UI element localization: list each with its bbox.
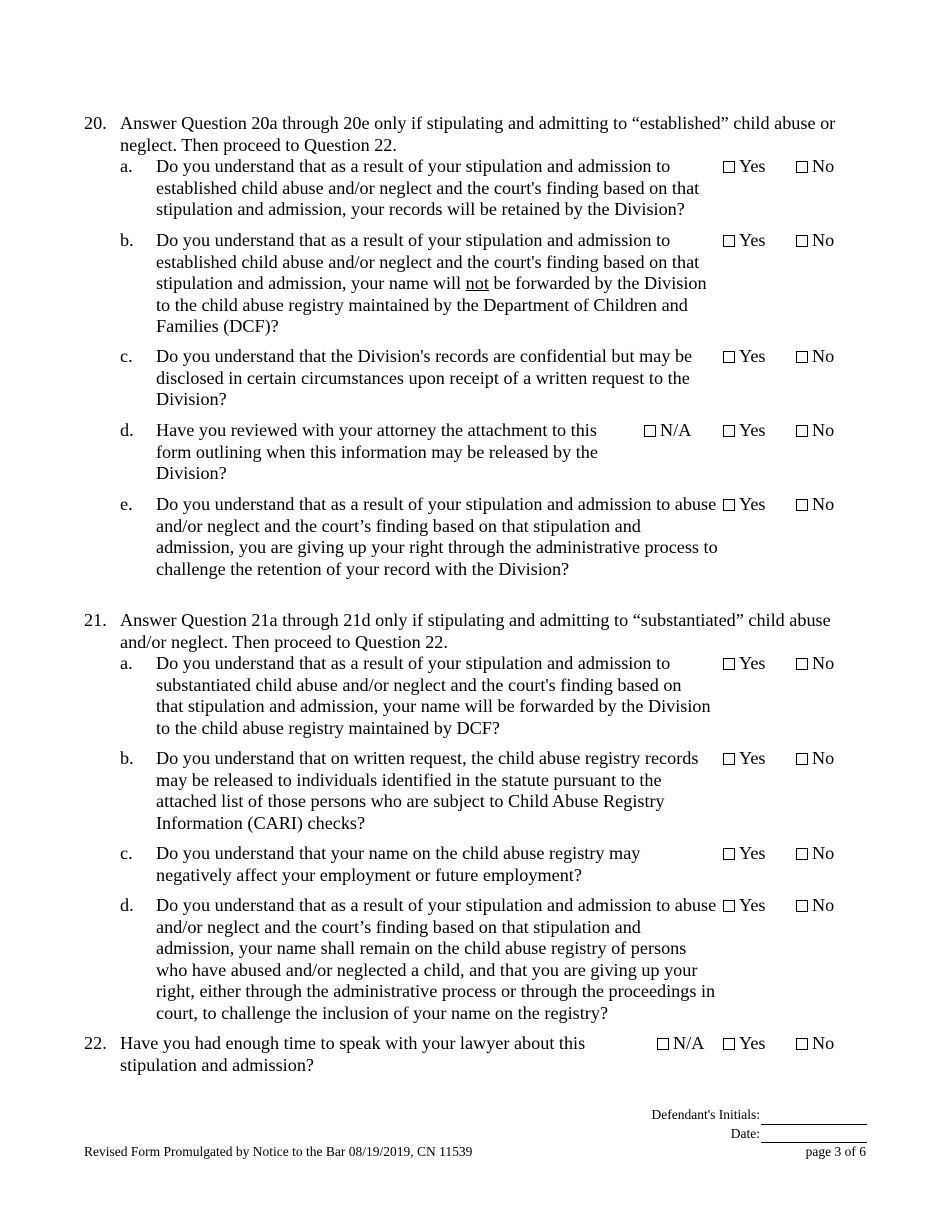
checkbox-icon[interactable] [796,1038,808,1050]
no-checkbox[interactable] [796,843,834,865]
item-letter: b. [120,230,134,250]
question-text: Do you understand that as a result of your stipulation and admission to established child abuse and/or neglect and the court's finding based on that stipulation and admission, your records will be retained by the Division? [156,156,700,219]
question-text: Do you understand that as a result of your stipulation and admission to substantiated child abuse and/or neglect and the court's finding based on that stipulation and admission, your name will be forwarded by the Division to the child abuse registry maintained by DCF? [156,653,711,738]
checkbox-icon[interactable] [796,235,808,247]
option-label: N/A [673,1033,705,1053]
option-label: No [812,494,835,514]
item-letter: a. [120,156,133,176]
checkbox-icon[interactable] [723,161,735,173]
yes-checkbox[interactable] [723,156,765,178]
option-label: Yes [739,494,766,514]
na-checkbox[interactable] [657,1033,704,1055]
option-label: Yes [739,346,766,366]
checkbox-icon[interactable] [796,161,808,173]
item-letter: d. [120,895,134,915]
checkbox-icon[interactable] [644,425,656,437]
option-label: No [812,895,835,915]
no-checkbox[interactable] [796,895,834,917]
question-text: Do you understand that as a result of your stipulation and admission to established child abuse and/or neglect and the court's finding based on that stipulation and admission, your name will not be forwarded by the Division to the child abuse registry maintained by the Department of Children and Families (DCF)? [156,230,707,336]
yes-checkbox[interactable] [723,420,765,442]
yes-checkbox[interactable] [723,230,765,252]
option-label: Yes [739,230,766,250]
checkbox-icon[interactable] [723,499,735,511]
checkbox-icon[interactable] [657,1038,669,1050]
no-checkbox[interactable] [796,494,834,516]
item-letter: b. [120,748,134,768]
checkbox-icon[interactable] [723,1038,735,1050]
no-checkbox[interactable] [796,156,834,178]
initials-label: Defendant's Initials: [651,1107,760,1122]
checkbox-icon[interactable] [723,658,735,670]
option-label: No [812,843,835,863]
option-label: Yes [739,420,766,440]
checkbox-icon[interactable] [796,351,808,363]
no-checkbox[interactable] [796,346,834,368]
question-intro: Answer Question 20a through 20e only if stipulating and admitting to “established” child abuse or neglect. Then proceed to Question 22. [120,113,836,155]
question-intro: Answer Question 21a through 21d only if stipulating and admitting to “substantiated” child abuse and/or neglect. Then proceed to Question 22. [120,610,831,652]
revision-note: Revised Form Promulgated by Notice to the Bar 08/19/2019, CN 11539 [84,1144,473,1159]
question-text: Do you understand that the Division's records are confidential but may be disclosed in certain circumstances upon receipt of a written request to the Division? [156,346,693,409]
option-label: No [812,230,835,250]
yes-checkbox[interactable] [723,748,765,770]
yes-checkbox[interactable] [723,843,765,865]
option-label: N/A [660,420,692,440]
checkbox-icon[interactable] [796,900,808,912]
option-label: No [812,156,835,176]
option-label: No [812,748,835,768]
checkbox-icon[interactable] [796,658,808,670]
checkbox-icon[interactable] [723,235,735,247]
item-letter: a. [120,653,133,673]
yes-checkbox[interactable] [723,1033,765,1055]
option-label: No [812,420,835,440]
checkbox-icon[interactable] [796,499,808,511]
item-letter: c. [120,843,133,863]
initials-field[interactable] [761,1108,867,1125]
checkbox-icon[interactable] [796,848,808,860]
question-number: 21. [84,610,107,630]
question-text: Do you understand that as a result of your stipulation and admission to abuse and/or neglect and the court’s finding based on that stipulation and admission, you are giving up your right through the administrative process to challenge the retention of your record with the Division? [156,494,718,579]
yes-checkbox[interactable] [723,346,765,368]
checkbox-icon[interactable] [723,848,735,860]
checkbox-icon[interactable] [796,425,808,437]
yes-checkbox[interactable] [723,895,765,917]
checkbox-icon[interactable] [723,351,735,363]
option-label: No [812,1033,835,1053]
question-text: Have you had enough time to speak with your lawyer about this stipulation and admission? [120,1033,586,1075]
no-checkbox[interactable] [796,230,834,252]
option-label: Yes [739,1033,766,1053]
checkbox-icon[interactable] [723,900,735,912]
page-number: page 3 of 6 [805,1144,866,1159]
option-label: Yes [739,653,766,673]
no-checkbox[interactable] [796,748,834,770]
question-text: Do you understand that as a result of your stipulation and admission to abuse and/or neglect and the court’s finding based on that stipulation and admission, your name shall remain on the child abuse registry of persons who have abused and/or neglected a child, and that you are giving up your right, either through the administrative process or through the proceedings in court, to challenge the inclusion of your name on the registry? [156,895,717,1023]
item-letter: d. [120,420,134,440]
no-checkbox[interactable] [796,653,834,675]
checkbox-icon[interactable] [723,753,735,765]
underlined-word: not [465,273,489,293]
na-checkbox[interactable] [644,420,691,442]
question-number: 20. [84,113,107,133]
checkbox-icon[interactable] [796,753,808,765]
question-text: Do you understand that your name on the child abuse registry may negatively affect your employment or future employment? [156,843,641,885]
question-text: Have you reviewed with your attorney the attachment to this form outlining when this information may be released by the Division? [156,420,598,483]
question-text: Do you understand that on written request, the child abuse registry records may be released to individuals identified in the statute pursuant to the attached list of those persons who are subject to Child Abuse Registry Information (CARI) checks? [156,748,699,833]
option-label: No [812,346,835,366]
option-label: Yes [739,748,766,768]
yes-checkbox[interactable] [723,653,765,675]
option-label: Yes [739,895,766,915]
checkbox-icon[interactable] [723,425,735,437]
question-number: 22. [84,1033,107,1053]
item-letter: e. [120,494,133,514]
date-field[interactable] [761,1126,867,1143]
option-label: Yes [739,843,766,863]
no-checkbox[interactable] [796,420,834,442]
no-checkbox[interactable] [796,1033,834,1055]
date-label: Date: [730,1126,760,1141]
yes-checkbox[interactable] [723,494,765,516]
option-label: No [812,653,835,673]
option-label: Yes [739,156,766,176]
item-letter: c. [120,346,133,366]
